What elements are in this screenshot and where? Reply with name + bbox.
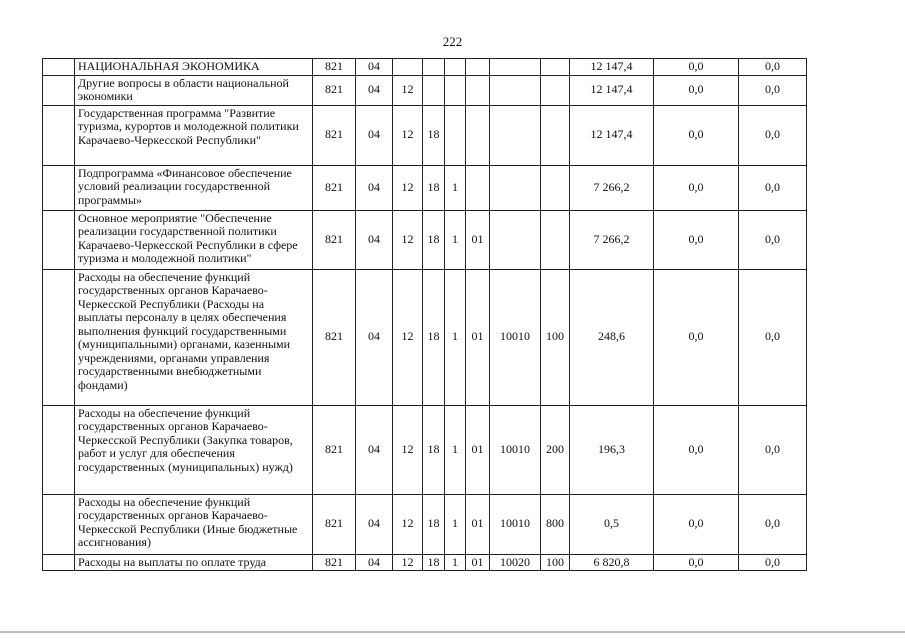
cell-pr [393,59,423,76]
cell-p1: 18 [423,494,445,554]
cell-p1: 18 [423,554,445,571]
cell-sum3: 0,0 [739,210,807,269]
cell-grbs: 821 [313,405,356,494]
row-number-cell [43,59,75,76]
cell-sum2: 0,0 [654,210,739,269]
cell-name: Основное мероприятие "Обеспечение реализации государственной политики Карачаево-Черкесской Республики в сфере туризма и молодежной политики" [75,210,313,269]
cell-vr: 100 [541,554,570,571]
page-number: 222 [442,34,463,49]
cell-grbs: 821 [313,75,356,105]
cell-sum3: 0,0 [739,59,807,76]
cell-p2: 1 [445,210,466,269]
table-row [43,165,807,210]
cell-sum2: 0,0 [654,269,739,405]
cell-sum3: 0,0 [739,75,807,105]
row-number-cell [43,75,75,105]
row-number-cell [43,165,75,210]
cell-grbs: 821 [313,494,356,554]
cell-vr: 200 [541,405,570,494]
cell-sum3: 0,0 [739,105,807,165]
cell-pr: 12 [393,269,423,405]
cell-vr [541,165,570,210]
table-row [43,105,807,165]
cell-p4: 10010 [490,494,541,554]
cell-rz: 04 [356,75,393,105]
cell-pr: 12 [393,165,423,210]
cell-sum1: 0,5 [570,494,654,554]
row-number-cell [43,494,75,554]
cell-sum2: 0,0 [654,105,739,165]
cell-rz: 04 [356,105,393,165]
cell-p1: 18 [423,165,445,210]
cell-name: Расходы на обеспечение функций государственных органов Карачаево-Черкесской Республики (Иные бюджетные ассигнования) [75,494,313,554]
table-row [43,554,807,571]
cell-p4 [490,210,541,269]
cell-sum1: 12 147,4 [570,59,654,76]
cell-p4 [490,105,541,165]
cell-p2: 1 [445,554,466,571]
cell-name: НАЦИОНАЛЬНАЯ ЭКОНОМИКА [75,59,313,76]
cell-grbs: 821 [313,59,356,76]
cell-sum3: 0,0 [739,165,807,210]
cell-grbs: 821 [313,165,356,210]
cell-p4 [490,75,541,105]
cell-sum1: 12 147,4 [570,75,654,105]
cell-grbs: 821 [313,210,356,269]
table-row [43,210,807,269]
cell-sum3: 0,0 [739,554,807,571]
cell-vr [541,59,570,76]
table-row [43,269,807,405]
cell-sum1: 6 820,8 [570,554,654,571]
cell-name: Государственная программа "Развитие туризма, курортов и молодежной политики Карачаево-Черкесской Республики" [75,105,313,165]
cell-rz: 04 [356,554,393,571]
cell-p3: 01 [466,494,490,554]
cell-p4 [490,165,541,210]
cell-p1 [423,75,445,105]
row-number-cell [43,105,75,165]
cell-grbs: 821 [313,105,356,165]
budget-table [42,58,807,571]
cell-pr: 12 [393,554,423,571]
table-row [43,405,807,494]
cell-rz: 04 [356,165,393,210]
cell-rz: 04 [356,269,393,405]
cell-grbs: 821 [313,554,356,571]
row-number-cell [43,269,75,405]
cell-rz: 04 [356,210,393,269]
cell-p4 [490,59,541,76]
cell-p3 [466,165,490,210]
cell-p4: 10010 [490,405,541,494]
cell-vr [541,75,570,105]
cell-name: Расходы на обеспечение функций государственных органов Карачаево-Черкесской Республики (Расходы на выплаты персоналу в целях обеспечения выполнения функций государственными (муниципальными) органами, казенными учреждениями, органами управления государственными внебюджетными фондами) [75,269,313,405]
table-row [43,59,807,76]
cell-sum1: 196,3 [570,405,654,494]
row-number-cell [43,405,75,494]
cell-p3: 01 [466,554,490,571]
cell-pr: 12 [393,105,423,165]
cell-grbs: 821 [313,269,356,405]
cell-sum1: 12 147,4 [570,105,654,165]
cell-name: Расходы на выплаты по оплате труда [75,554,313,571]
cell-p2: 1 [445,494,466,554]
cell-p1: 18 [423,269,445,405]
row-number-cell [43,554,75,571]
cell-p2: 1 [445,269,466,405]
cell-pr: 12 [393,210,423,269]
cell-name: Подпрограмма «Финансовое обеспечение условий реализации государственной программы» [75,165,313,210]
cell-vr: 100 [541,269,570,405]
cell-pr: 12 [393,75,423,105]
cell-sum3: 0,0 [739,269,807,405]
cell-rz: 04 [356,494,393,554]
cell-p1: 18 [423,405,445,494]
cell-sum1: 7 266,2 [570,165,654,210]
cell-rz: 04 [356,59,393,76]
cell-p1: 18 [423,210,445,269]
cell-pr: 12 [393,405,423,494]
cell-p4: 10020 [490,554,541,571]
cell-vr: 800 [541,494,570,554]
cell-name: Другие вопросы в области национальной экономики [75,75,313,105]
cell-name: Расходы на обеспечение функций государственных органов Карачаево-Черкесской Республики (Закупка товаров, работ и услуг для обеспечения государственных (муниципальных) нужд) [75,405,313,494]
table-row [43,494,807,554]
cell-p3 [466,75,490,105]
cell-sum1: 248,6 [570,269,654,405]
cell-p2: 1 [445,405,466,494]
cell-sum2: 0,0 [654,165,739,210]
row-number-cell [43,210,75,269]
cell-sum2: 0,0 [654,405,739,494]
cell-vr [541,210,570,269]
cell-p2 [445,105,466,165]
cell-sum2: 0,0 [654,75,739,105]
cell-p2 [445,75,466,105]
cell-p3 [466,59,490,76]
cell-sum2: 0,0 [654,554,739,571]
cell-sum2: 0,0 [654,494,739,554]
cell-p3: 01 [466,405,490,494]
cell-pr: 12 [393,494,423,554]
cell-sum2: 0,0 [654,59,739,76]
cell-p2: 1 [445,165,466,210]
scan-edge-line [0,631,905,633]
cell-p1 [423,59,445,76]
cell-sum3: 0,0 [739,494,807,554]
cell-vr [541,105,570,165]
cell-p4: 10010 [490,269,541,405]
cell-p1: 18 [423,105,445,165]
cell-p3 [466,105,490,165]
cell-p3: 01 [466,269,490,405]
cell-sum1: 7 266,2 [570,210,654,269]
cell-sum3: 0,0 [739,405,807,494]
cell-p3: 01 [466,210,490,269]
cell-p2 [445,59,466,76]
cell-rz: 04 [356,405,393,494]
table-row [43,75,807,105]
